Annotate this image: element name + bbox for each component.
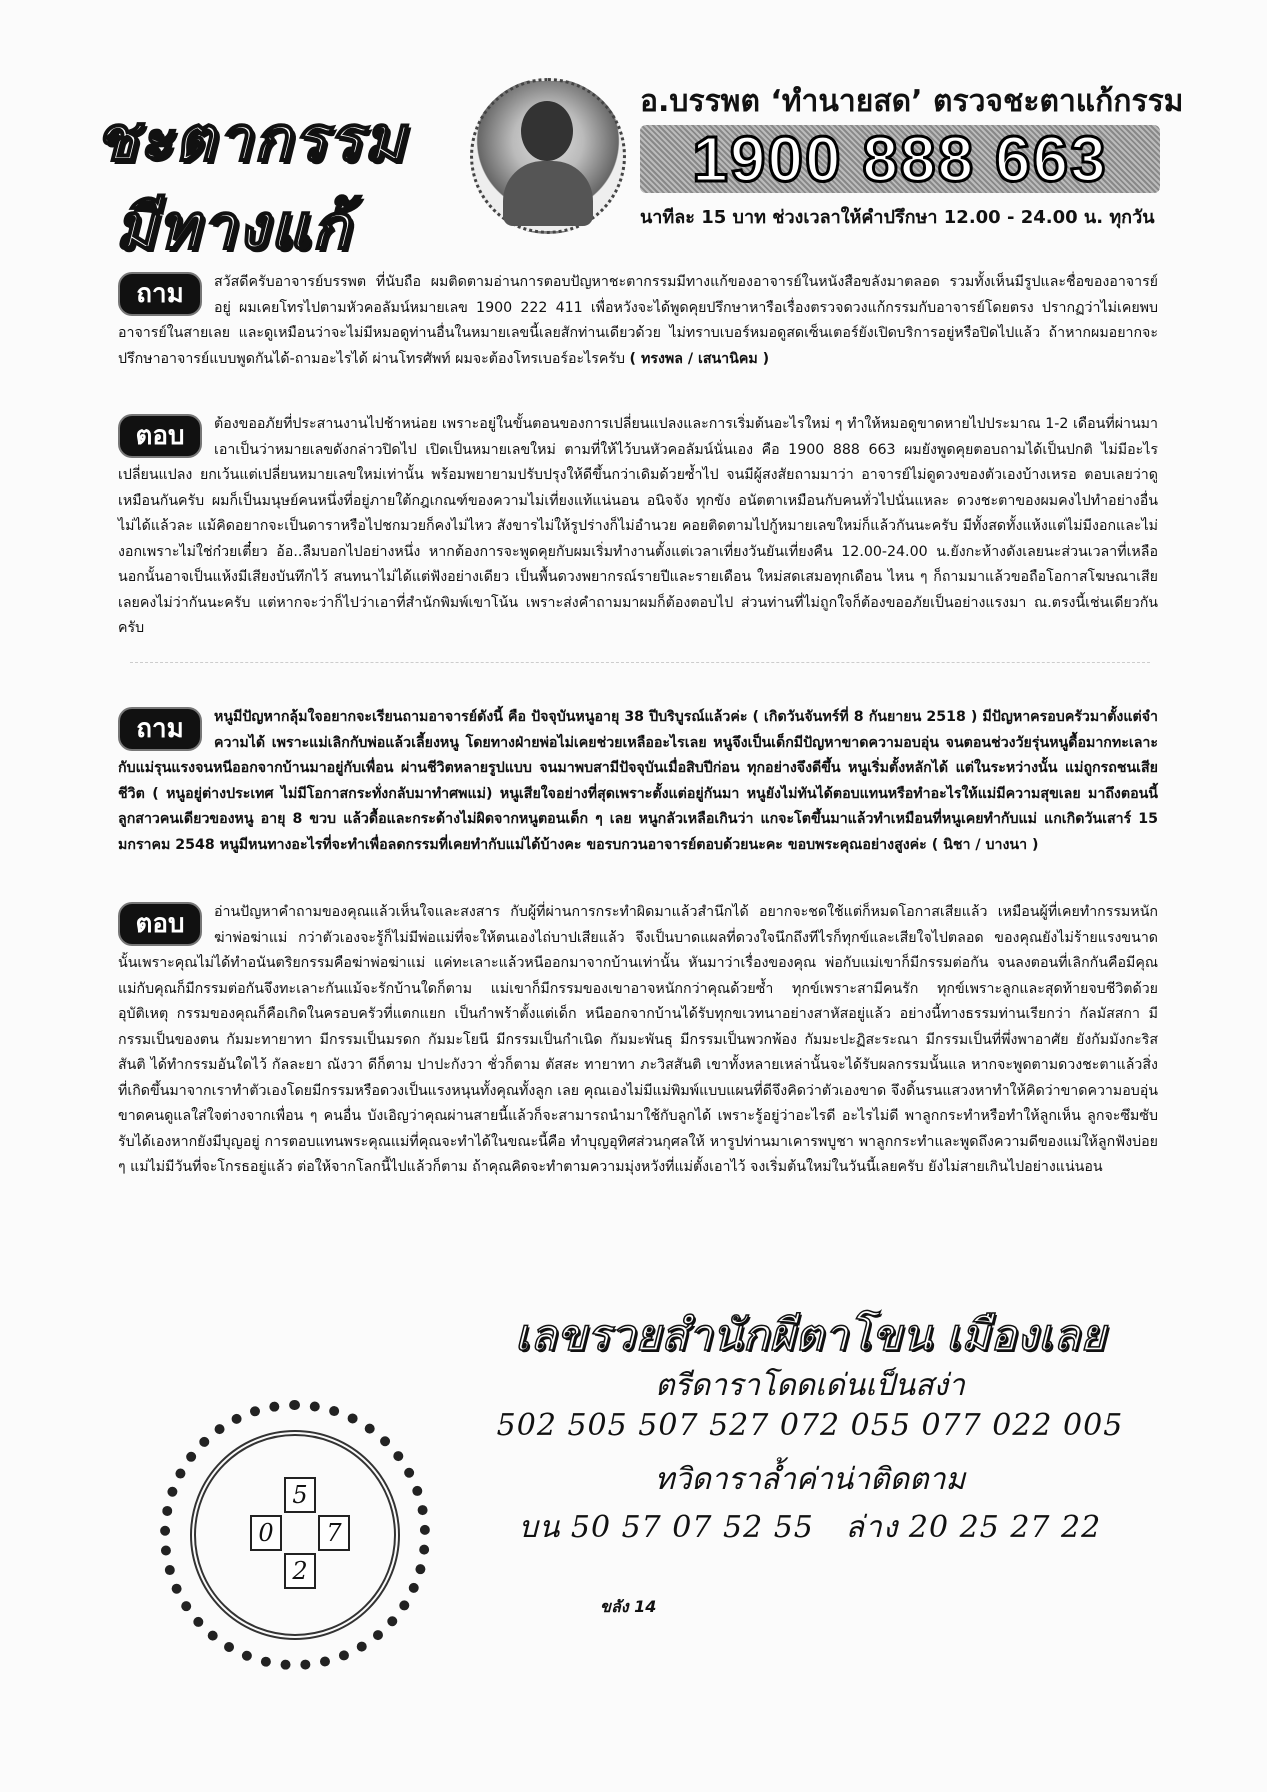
column-logo: [95, 95, 455, 271]
grid-digit-top: 5: [284, 1477, 316, 1513]
grid-digit-right: 7: [318, 1515, 350, 1551]
author-portrait: [470, 78, 626, 234]
two-digit-label: ทวิดาราล้ำค่าน่าติดตาม: [654, 1462, 966, 1497]
answer-text: อ่านปัญหาคำถามของคุณแล้วเห็นใจและสงสาร กับผู้ที่ผ่านการกระทำผิดมาแล้วสำนึกได้ อยากจะชดใช้แต่ก็หมดโอกาสเสียแล้ว เหมือนผู้ที่เคยทำกรรมหนักฆ่าพ่อฆ่าแม่ กว่าตัวเองจะรู้ก็ไม่มีพ่อแม่ที่จะให้ตนเองไถ่บาปเสียแล้ว จึงเป็นบาดแผลที่ดวงใจนึกถึงทีไรก็ทุกข์และเสียใจไปตลอด ของคุณยังไม่ร้ายแรงขนาดนั้นเพราะคุณไม่ได้ทำอนันตริยกรรมคือฆ่าพ่อฆ่าแม่ แค่ทะเลาะแล้วหนีออกมาจากบ้านเท่านั้น หันมาว่าเรื่องของคุณ พ่อกับแม่เขาก็มีกรรมต่อกัน จนลงตอนที่เลิกกันคือมีคุณ แม่กับคุณก็มีกรรมต่อกันจึงทะเลาะกันแม้จะรักบ้านใดก็ตาม แม่เขาก็มีกรรมของเขาอาจหนักกว่าคุณด้วยซ้ำ ทุกข์เพราะสามีคนรัก ทุกข์เพราะลูกและสุดท้ายจบชีวิตด้วยอุบัติเหตุ กรรมของคุณก็คือเกิดในครอบครัวที่แตกแยก เป็นกำพร้าตั้งแต่เด็ก หนีออกจากบ้านได้รับทุกขเวทนาอย่างสาหัสอยู่แล้ว อย่างนี้ทางธรรมท่านเรียกว่า กัลมัสสกา มีกรรมเป็นของตน กัมมะทายาทา มีกรรมเป็นมรดก กัมมะโยนี มีกรรมเป็นกำเนิด กัมมะพันธุ มีกรรมเป็นพวกพ้อง กัมมะปะฏิสะระณา มีกรรมเป็นที่พึ่งพาอาศัย ยังกัมมังกะริส สันติ ได้ทำกรรมอันใดไว้ กัลละยา ณังวา ดีก็ตาม ปาปะกังวา ชั่วก็ตาม ตัสสะ ทายาทา ภะวิสสันติ เขาทั้งหลายเหล่านั้นจะได้รับผลกรรมนั้นแล หากจะพูดตามดวงชะตาแล้วสิ่งที่เกิดขึ้นมาจากเราทำตัวเองโดยมีกรรมหรือดวงเป็นแรงหนุนทั้งคุณทั้งลูก เลย คุณเองไม่มีแม่พิมพ์แบบแผนที่ดีจึงคิดว่าตัวเองขาด จึงดิ้นรนแสวงหาทำให้คิดว่าขาดความอบอุ่น ขาดคนดูแลใส่ใจต่างจากเพื่อน ๆ คนอื่น บังเอิญว่าคุณผ่านสายนี้แล้วก็จะสามารถนำมาใช้กับลูกได้ เพราะรู้อยู่ว่าอะไรดี อะไรไม่ดี พาลูกกระทำหรือทำให้ลูกเห็น ลูกจะซึมซับรับได้เองหากยังมีบุญอยู่ การตอบแทนพระคุณแม่ที่คุณจะทำได้ในขณะนี้คือ ทำบุญอุทิศส่วนกุศลให้ หารูปท่านมาเคารพบูชา พาลูกกระทำและพูดถึงความดีของแม่ให้ลูกฟังบ่อย ๆ แม่ไม่มีวันที่จะโกรธอยู่แล้ว ต่อให้จากโลกนี้ไปแล้วก็ตาม ถ้าคุณคิดจะทำตามความมุ่งหวังที่แม่ตั้งเอาไว้ จงเริ่มต้นใหม่ในวันนี้เลยครับ ยังไม่สายเกินไปอย่างแน่นอน: [118, 904, 1158, 1175]
question-text: หนูมีปัญหากลุ้มใจอยากจะเรียนถามอาจารย์ดังนี้ คือ ปัจจุบันหนูอายุ 38 ปีบริบูรณ์แล้วค่ะ ( เกิดวันจันทร์ที่ 8 กันยายน 2518 ) มีปัญหาครอบครัวมาตั้งแต่จำความได้ เพราะแม่เลิกกับพ่อแล้วเลี้ยงหนู โดยทางฝ่ายพ่อไม่เคยช่วยเหลืออะไรเลย หนูจึงเป็นเด็กมีปัญหาขาดความอบอุ่น จนตอนช่วงวัยรุ่นหนูดื้อมากทะเลาะกับแม่รุนแรงจนหนีออกจากบ้านมาอยู่กับเพื่อน ผ่านชีวิตหลายรูปแบบ จนมาพบสามีปัจจุบันเมื่อสิบปีก่อน ทุกอย่างจึงดีขึ้น หนูเริ่มตั้งหลักได้ แต่ในระหว่างนั้น แม่ถูกรถชนเสียชีวิต ( หนูอยู่ต่างประเทศ ไม่มีโอกาสกระทั่งกลับมาทำศพแม่) หนูเสียใจอย่างที่สุดเพราะตั้งแต่อยู่กันมา หนูยังไม่ทันได้ตอบแทนหรือทำอะไรให้แม่มีความสุขเลย มาถึงตอนนี้ลูกสาวคนเดียวของหนู อายุ 8 ขวบ แล้วดื้อและกระด้างไม่ผิดจากหนูตอนเด็ก ๆ เลย หนูกลัวเหลือเกินว่า แกจะโตขึ้นมาแล้วทำเหมือนที่หนูเคยทำกับแม่ แกเกิดวันเสาร์ 15 มกราคม 2548 หนูมีหนทางอะไรที่จะทำเพื่อลดกรรมที่เคยทำกับแม่ได้บ้างคะ ขอรบกวนอาจารย์ตอบด้วยนะคะ ขอบพระคุณอย่างสูงค่ะ: [118, 709, 1158, 853]
logo-line-2: มีทางแก้: [115, 190, 352, 263]
question-signature: ( นิชา / บางนา ): [931, 836, 1039, 853]
answer-badge: ตอบ: [118, 902, 202, 946]
logo-line-1: ชะตากรรม: [95, 102, 407, 175]
header-subtitle: นาทีละ 15 บาท ช่วงเวลาให้คำปรึกษา 12.00 - 24.00 น. ทุกวัน: [640, 207, 1155, 228]
answer-badge: ตอบ: [118, 414, 202, 458]
grid-digit-left: 0: [250, 1515, 282, 1551]
question-badge: ถาม: [118, 272, 202, 316]
question-2: [118, 705, 1158, 858]
question-text: สวัสดีครับอาจารย์บรรพต ที่นับถือ ผมติดตามอ่านการตอบปัญหาชะตากรรมมีทางแก้ของอาจารย์ในหนังสือขลังมาตลอด รวมทั้งเห็นมีรูปและชื่อของอาจารย์อยู่ ผมเคยโทรไปตามหัวคอลัมน์หมายเลข 1900 222 411 เพื่อหวังจะได้พูดคุยปรึกษาหารือเรื่องตรวจดวงแก้กรรมกับอาจารย์โดยตรง ปรากฏว่าไม่เคยพบอาจารย์ในสายเลย และดูเหมือนว่าจะไม่มีหมอดูท่านอื่นในหมายเลขนี้เลยสักท่านเดียวด้วย ไม่ทราบเบอร์หมอดูสดเซ็นเตอร์ยังเปิดบริการอยู่หรือปิดไปแล้ว ถ้าหากผมอยากจะปรึกษาอาจารย์แบบพูดกันได้-ถามอะไรได้ ผ่านโทรศัพท์ ผมจะต้องโทรเบอร์อะไรครับ: [118, 274, 1158, 367]
grid-digit-bottom: 2: [284, 1553, 316, 1589]
phone-number: 1900 888 663: [640, 125, 1160, 193]
answer-text: ต้องขออภัยที่ประสานงานไปช้าหน่อย เพราะอยู่ในขั้นตอนของการเปลี่ยนแปลงและการเริ่มต้นอะไรใหม่ ๆ ทำให้หมอดูขาดหายไปประมาณ 1-2 เดือนที่ผ่านมา เอาเป็นว่าหมายเลขดังกล่าวปิดไป เปิดเป็นหมายเลขใหม่ ตามที่ให้ไว้บนหัวคอลัมน์นั่นเอง คือ 1900 888 663 ผมยังพูดคุยตอบถามได้เป็นปกติ ไม่มีอะไรเปลี่ยนแปลง ยกเว้นแต่เปลี่ยนหมายเลขใหม่เท่านั้น พร้อมพยายามปรับปรุงให้ดีขึ้นกว่าเดิมด้วยซ้ำไป จนมีผู้สงสัยถามมาว่า อาจารย์ไม่ดูดวงของตัวเองบ้างเหรอ ตอบเลยว่าดูเหมือนกันครับ ผมก็เป็นมนุษย์คนหนึ่งที่อยู่ภายใต้กฎเกณฑ์ของความไม่เที่ยงแท้แน่นอน อนิจจัง ทุกขัง อนัตตาเหมือนกับคนทั่วไปนั่นแหละ ดวงชะตาของผมคงไปทำอย่างอื่นไม่ได้แล้วละ แม้คิดอยากจะเป็นดาราหรือไปชกมวยก็คงไม่ไหว สังขารไม่ให้รูปร่างก็ไม่อำนวย คอยติดตามไปกู้หมายเลขใหม่ก็แล้วกันนะครับ มีทั้งสดทั้งแห้งแต่ไม่มีงอกและไม่งอกเพราะไม่ใช่ก๋วยเตี๋ยว อ้อ..ลืมบอกไปอย่างหนึ่ง หากต้องการจะพูดคุยกับผมเริ่มทำงานตั้งแต่เวลาเที่ยงวันยันเที่ยงคืน 12.00-24.00 น.ยังกะห้างดังเลยนะส่วนเวลาที่เหลือนอกนั้นอาจเป็นแห้งมีเสียงบันทึกไว้ สนทนาไม่ได้แต่ฟังอย่างเดียว เป็นพื้นดวงพยากรณ์รายปีและรายเดือน ใหม่สดเสมอทุกเดือน ไหน ๆ ก็ถามมาแล้วขอถือโอกาสโฆษณาเสียเลยคงไม่ว่ากันนะครับ แต่หากจะว่าก็ไปว่าเอาที่สำนักพิมพ์เขาโน้น เพราะส่งคำถามมาผมก็ต้องตอบไป ส่วนท่านที่ไม่ถูกใจก็ต้องขออภัยเป็นอย่างแรงมา ณ.ตรงนี้เช่นเดียวกันครับ: [118, 416, 1158, 636]
ad-title: เลขรวยสำนักผีตาโขน เมืองเลย: [514, 1310, 1106, 1361]
answer-2: [118, 900, 1158, 1181]
three-digit-numbers: 502 505 507 527 072 055 077 022 005: [496, 1408, 1124, 1443]
header-title: อ.บรรพต ‘ทำนายสด’ ตรวจชะตาแก้กรรม: [640, 84, 1184, 119]
page-number: ขลัง 14: [600, 1597, 657, 1616]
two-digit-numbers: บน 50 57 07 52 55 ล่าง 20 25 27 22: [518, 1510, 1102, 1545]
question-badge: ถาม: [118, 707, 202, 751]
question-signature: ( ทรงพล / เสนานิคม ): [629, 350, 770, 367]
question-1: [118, 270, 1158, 372]
section-divider: [130, 662, 1150, 663]
lucky-number-mandala: [160, 1400, 430, 1670]
answer-1: [118, 412, 1158, 642]
three-digit-label: ตรีดาราโดดเด่นเป็นสง่า: [655, 1368, 965, 1403]
